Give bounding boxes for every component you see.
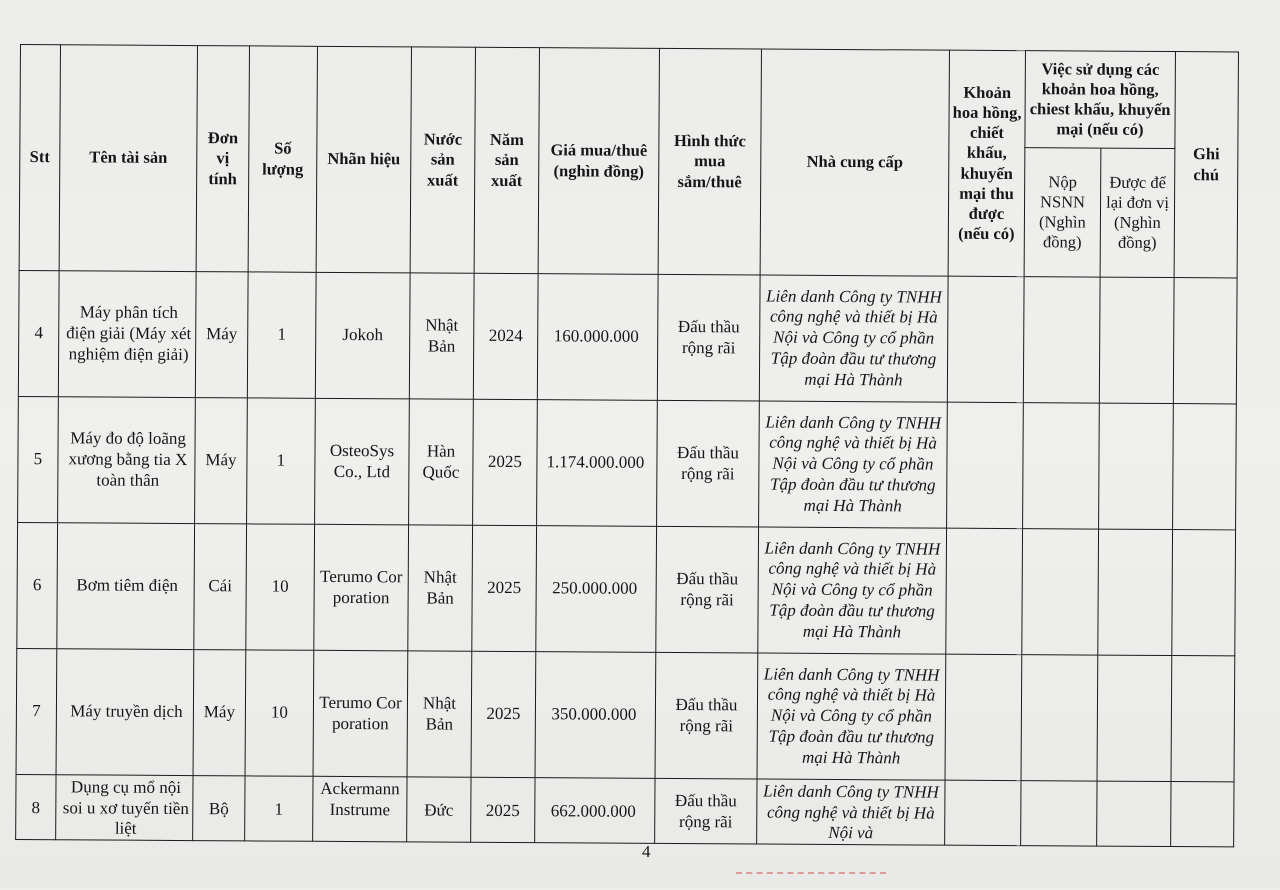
header-nop-nsnn: Nộp NSNN (Nghìn đồng): [1024, 148, 1101, 277]
cell-nam: 2025: [471, 777, 535, 843]
cell-duoc-de-lai: [1097, 655, 1172, 781]
cell-nha-cung-cap: Liên danh Công ty TNHH công nghệ và thiết bị Hà Nội và Công ty cổ phần Tập đoàn đầu tư thương mại Hà Thành: [759, 401, 948, 528]
header-nuoc-san-xuat: Nước sản xuất: [410, 47, 475, 273]
cell-gia: 160.000.000: [537, 274, 658, 401]
cell-nhan-hieu: OsteoSys Co., Ltd: [315, 398, 410, 525]
cell-stt: 5: [18, 396, 59, 522]
cell-ten-tai-san: Dụng cụ mổ nội soi u xơ tuyến tiền liệt: [56, 775, 193, 841]
cell-nha-cung-cap: Liên danh Công ty TNHH công nghệ và thiết bị Hà Nội và: [757, 779, 945, 845]
cell-gia: 662.000.000: [535, 778, 655, 844]
table-row: [16, 648, 1235, 781]
cell-so-luong: 10: [246, 524, 315, 650]
cell-nha-cung-cap: Liên danh Công ty TNHH công nghệ và thiết bị Hà Nội và Công ty cổ phần Tập đoàn đầu tư thương mại Hà Thành: [758, 527, 947, 654]
cell-nam: 2024: [473, 273, 538, 399]
cell-ten-tai-san: Bơm tiêm điện: [57, 523, 195, 650]
cell-ghi-chu: [1172, 530, 1236, 656]
cell-nuoc: Nhật Bản: [408, 525, 473, 651]
cell-nhan-hieu: Jokoh: [315, 272, 410, 399]
header-ten-tai-san: Tên tài sản: [59, 45, 197, 272]
cell-ghi-chu: [1171, 782, 1234, 848]
cell-so-luong: 1: [247, 398, 316, 524]
cell-nhan-hieu: Ackermann Instrume: [313, 776, 407, 842]
cell-nop-nsnn: [1021, 655, 1098, 781]
cell-so-luong: 10: [245, 650, 314, 776]
cell-nhan-hieu: Terumo Corporation: [313, 650, 408, 777]
cell-nha-cung-cap: Liên danh Công ty TNHH công nghệ và thiết bị Hà Nội và Công ty cổ phần Tập đoàn đầu tư thương mại Hà Thành: [759, 275, 948, 402]
header-row: [20, 45, 1239, 149]
cell-khoan-hoa-hong: [947, 402, 1024, 528]
header-duoc-de-lai: Được để lại đơn vị (Nghìn đồng): [1100, 148, 1175, 277]
cell-khoan-hoa-hong: [945, 654, 1022, 780]
cell-don-vi: Máy: [195, 272, 248, 398]
header-so-luong: Số lượng: [248, 46, 317, 272]
cell-don-vi: Cái: [194, 524, 247, 650]
cell-so-luong: 1: [245, 776, 313, 842]
cell-nam: 2025: [472, 525, 537, 651]
cell-nuoc: Hàn Quốc: [409, 399, 474, 525]
cell-ten-tai-san: Máy phân tích điện giải (Máy xét nghiệm điện giải): [58, 271, 196, 398]
table-row: [18, 270, 1237, 403]
page-number: 4: [642, 842, 651, 861]
cell-gia: 1.174.000.000: [537, 400, 658, 527]
cell-nuoc: Nhật Bản: [409, 273, 474, 399]
cell-nuoc: Đức: [407, 777, 471, 843]
header-khoan-hoa-hong: Khoản hoa hồng, chiết khấu, khuyến mại thu được (nếu có): [948, 50, 1025, 276]
cell-nop-nsnn: [1022, 529, 1099, 655]
cell-hinh-thuc: Đấu thầu rộng rãi: [655, 778, 757, 844]
header-don-vi-tinh: Đơn vị tính: [196, 46, 249, 272]
cell-duoc-de-lai: [1098, 529, 1173, 655]
cell-don-vi: Máy: [193, 650, 246, 776]
cell-nuoc: Nhật Bản: [407, 651, 472, 777]
cell-stt: 8: [16, 774, 56, 839]
cell-gia: 350.000.000: [535, 652, 656, 779]
cell-ghi-chu: [1171, 656, 1235, 782]
cell-nop-nsnn: [1023, 403, 1100, 529]
header-ghi-chu: Ghi chú: [1174, 52, 1238, 278]
cell-stt: 7: [16, 648, 57, 774]
table-row: [16, 774, 1234, 847]
table-row: [17, 522, 1236, 655]
cell-hinh-thuc: Đấu thầu rộng rãi: [657, 400, 760, 527]
cell-nop-nsnn: [1021, 781, 1097, 847]
cell-duoc-de-lai: [1099, 403, 1174, 529]
cell-hinh-thuc: Đấu thầu rộng rãi: [657, 274, 760, 401]
table-row: [18, 396, 1237, 529]
cell-so-luong: 1: [247, 272, 316, 398]
cell-gia: 250.000.000: [536, 526, 657, 653]
cell-khoan-hoa-hong: [945, 780, 1021, 846]
cell-don-vi: Máy: [195, 398, 248, 524]
header-nam-san-xuat: Năm sản xuất: [474, 47, 539, 273]
cell-nhan-hieu: Terumo Corporation: [314, 524, 409, 651]
cell-duoc-de-lai: [1099, 277, 1174, 403]
header-nha-cung-cap: Nhà cung cấp: [760, 49, 949, 276]
cell-stt: 6: [17, 522, 58, 648]
cell-khoan-hoa-hong: [946, 528, 1023, 654]
cell-don-vi: Bộ: [193, 776, 245, 842]
cell-ten-tai-san: Máy đo độ loãng xương bằng tia X toàn thân: [58, 397, 196, 524]
header-stt: Stt: [19, 45, 60, 271]
cell-hinh-thuc: Đấu thầu rộng rãi: [656, 526, 759, 653]
cell-nam: 2025: [473, 399, 538, 525]
cell-ghi-chu: [1173, 278, 1237, 404]
cell-nop-nsnn: [1023, 277, 1100, 403]
cell-ten-tai-san: Máy truyền dịch: [56, 649, 194, 776]
header-hinh-thuc: Hình thức mua sắm/thuê: [658, 48, 761, 275]
cell-ghi-chu: [1173, 404, 1237, 530]
cell-hinh-thuc: Đấu thầu rộng rãi: [655, 652, 758, 779]
header-nhan-hieu: Nhãn hiệu: [316, 46, 411, 273]
asset-table: [15, 44, 1239, 848]
header-viec-su-dung: Việc sử dụng các khoản hoa hồng, chiest khấu, khuyến mại (nếu có): [1025, 51, 1176, 149]
cell-khoan-hoa-hong: [947, 276, 1024, 402]
header-gia-mua-thue: Giá mua/thuê (nghìn đồng): [538, 48, 659, 275]
cell-nam: 2025: [471, 651, 536, 777]
cell-nha-cung-cap: Liên danh Công ty TNHH công nghệ và thiết bị Hà Nội và Công ty cổ phần Tập đoàn đầu tư thương mại Hà Thành: [757, 653, 946, 780]
cell-stt: 4: [18, 270, 59, 396]
stamp-fragment: [736, 872, 886, 890]
cell-duoc-de-lai: [1097, 781, 1171, 847]
